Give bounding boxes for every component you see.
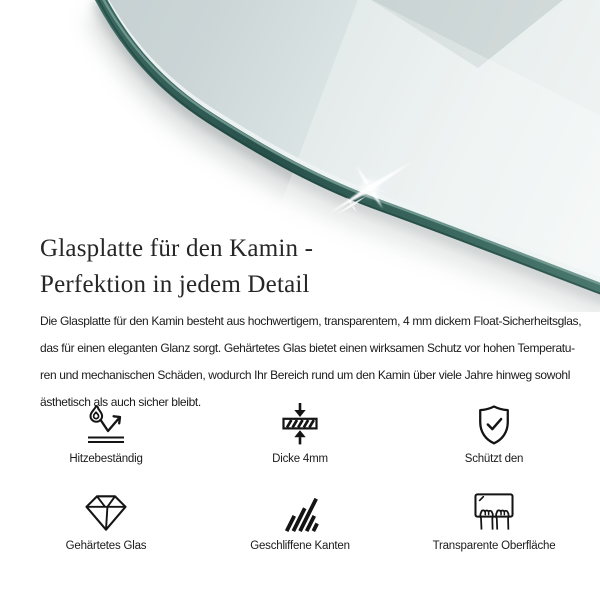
feature-label: Gehärtetes Glas (65, 540, 147, 552)
feature-thickness (203, 400, 397, 465)
heat-resistant-icon (80, 400, 132, 446)
feature-heat-resistant (9, 400, 203, 465)
description-line: das für einen eleganten Glanz sorgt. Gehärtetes Glas bietet einen wirksamen Schutz vor hohen Temperatu- (40, 341, 575, 355)
features-row-1 (9, 400, 591, 465)
feature-label: Dicke 4mm (272, 453, 328, 465)
feature-label: Hitzebeständig (69, 453, 143, 465)
description-line: ren und mechanischen Schäden, wodurch Ihr Bereich rund um den Kamin über viele Jahre hinweg sowohl (40, 368, 571, 382)
page-title-line2: Perfektion in jedem Detail (40, 271, 310, 298)
description-line: Die Glasplatte für den Kamin besteht aus hochwertigem, transparentem, 4 mm dickem Float-Sicherheitsglas, (40, 314, 582, 328)
feature-label: Geschliffene Kanten (250, 540, 350, 552)
feature-tempered-glass (9, 487, 203, 552)
description-line: ästhetisch als auch sicher bleibt. (40, 395, 201, 409)
feature-label: Transparente Oberfläche (432, 540, 556, 552)
shield-check-icon (475, 400, 513, 446)
polished-edges-icon (278, 487, 322, 533)
feature-label: Schützt den (464, 453, 524, 465)
features-row-2 (9, 487, 591, 552)
feature-transparent-surface (397, 487, 591, 552)
page-title (40, 231, 313, 303)
thickness-icon (278, 400, 322, 446)
page-title-line1: Glasplatte für den Kamin - (40, 235, 314, 262)
hands-on-glass-icon (469, 487, 519, 533)
feature-protection (397, 400, 591, 465)
feature-polished-edges (203, 487, 397, 552)
diamond-icon (83, 487, 129, 533)
